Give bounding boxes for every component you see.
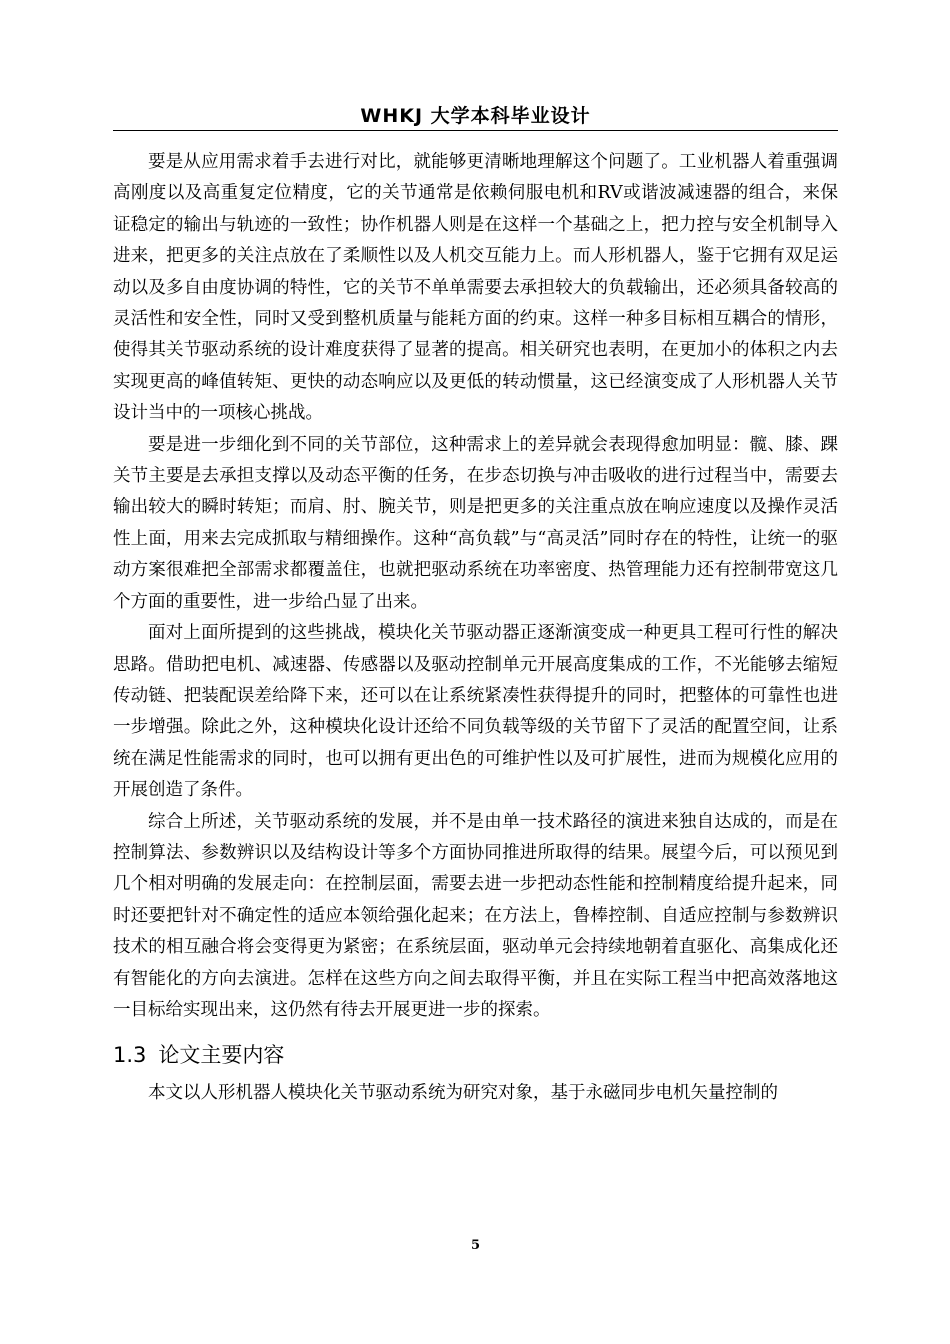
section-heading [113,1040,838,1070]
section-number: 1.3 [113,1043,147,1068]
body-text [113,147,838,1110]
paragraph-2: 要是进一步细化到不同的关节部位，这种需求上的差异就会表现得愈加明显：髋、膝、踝关节主要是去承担支撑以及动态平衡的任务，在步态切换与冲击吸收的进行过程当中，需要去输出较大的瞬时转矩；而肩、肘、腕关节，则是把更多的关注重点放在响应速度以及操作灵活性上面，用来去完成抓取与精细操作。这种“高负载”与“高灵活”同时存在的特性，让统一的驱动方案很难把全部需求都覆盖住，也就把驱动系统在功率密度、热管理能力还有控制带宽这几个方面的重要性，进一步给凸显了出来。 [113,434,838,612]
paragraph-4: 综合上所述，关节驱动系统的发展，并不是由单一技术路径的演进来独自达成的，而是在控制算法、参数辨识以及结构设计等多个方面协同推进所取得的结果。展望今后，可以预见到几个相对明确的发展走向：在控制层面，需要去进一步把动态性能和控制精度给提升起来，同时还要把针对不确定性的适应本领给强化起来；在方法上，鲁棒控制、自适应控制与参数辨识技术的相互融合将会变得更为紧密；在系统层面，驱动单元会持续地朝着直驱化、高集成化还有智能化的方向去演进。怎样在这些方向之间去取得平衡，并且在实际工程当中把高效落地这一目标给实现出来，这仍然有待去开展更进一步的探索。 [113,811,838,1020]
section-first-paragraph: 本文以人形机器人模块化关节驱动系统为研究对象，基于永磁同步电机矢量控制的 [148,1083,778,1104]
paragraph-3: 面对上面所提到的这些挑战，模块化关节驱动器正逐渐演变成一种更具工程可行性的解决思路。借助把电机、减速器、传感器以及驱动控制单元开展高度集成的工作，不光能够去缩短传动链、把装配误差给降下来，还可以在让系统紧凑性获得提升的同时，把整体的可靠性也进一步增强。除此之外，这种模块化设计还给不同负载等级的关节留下了灵活的配置空间，让系统在满足性能需求的同时，也可以拥有更出色的可维护性以及可扩展性，进而为规模化应用的开展创造了条件。 [113,623,838,801]
paragraph-1: 要是从应用需求着手去进行对比，就能够更清晰地理解这个问题了。工业机器人着重强调高刚度以及高重复定位精度，它的关节通常是依赖伺服电机和RV或谐波减速器的组合，来保证稳定的输出与轨迹的一致性；协作机器人则是在这样一个基础之上，把力控与安全机制导入进来，把更多的关注点放在了柔顺性以及人机交互能力上。而人形机器人，鉴于它拥有双足运动以及多自由度协调的特性，它的关节不单单需要去承担较大的负载输出，还必须具备较高的灵活性和安全性，同时又受到整机质量与能耗方面的约束。这样一种多目标相互耦合的情形，使得其关节驱动系统的设计难度获得了显著的提高。相关研究也表明，在更加小的体积之内去实现更高的峰值转矩、更快的动态响应以及更低的转动惯量，这已经演变成了人形机器人关节设计当中的一项核心挑战。 [113,152,838,424]
section-title: 论文主要内容 [158,1043,285,1068]
header-divider [113,130,838,131]
page-number: 5 [470,1238,481,1253]
running-header: WHKJ 大学本科毕业设计 [360,105,591,127]
